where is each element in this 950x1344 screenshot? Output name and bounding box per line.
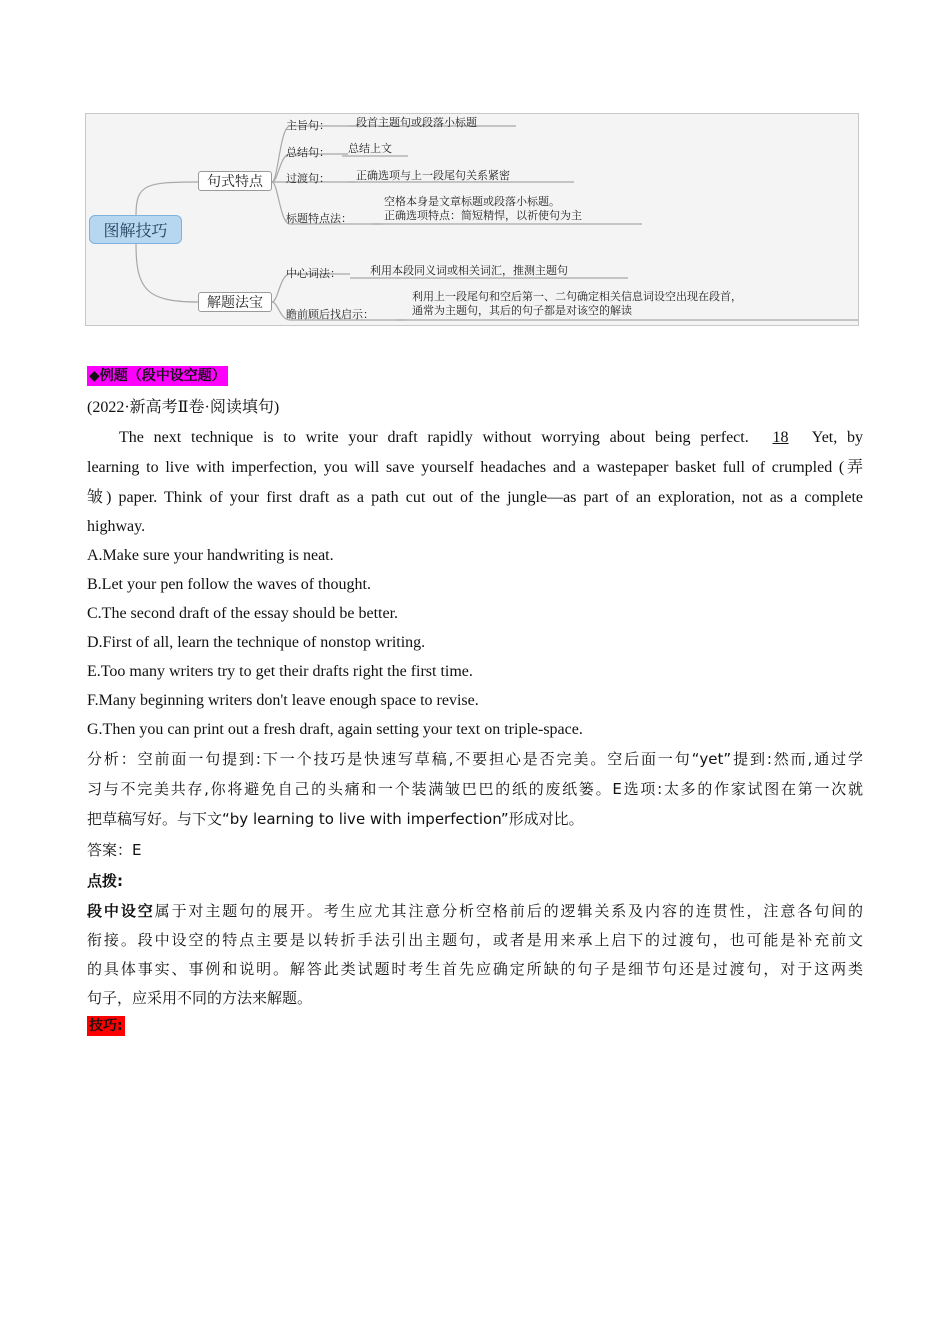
mm-key-transition-sentence: 过渡句：	[286, 172, 330, 185]
analysis-line-2: 习与不完美共存,你将避免自己的头痛和一个装满皱巴巴的纸的废纸篓。E选项:太多的作家试图在第一次就	[87, 780, 863, 798]
tip-line-1-text: 属于对主题句的展开。考生应尤其注意分析空格前后的逻辑关系及内容的连贯性，注意各句间的	[154, 902, 863, 920]
mm-value-summary-sentence: 总结上文	[348, 142, 392, 155]
mm-value-topic-sentence: 段首主题句或段落小标题	[356, 116, 477, 129]
mm-value-title-feature-2: 正确选项特点：简短精悍，以祈使句为主	[384, 209, 582, 222]
mm-value-look-around-2: 通常为主题句，其后的句子都是对该空的解读	[412, 304, 632, 317]
passage-line-1-a: The next technique is to write your draft rapidly without worrying about being perfect.	[119, 429, 749, 446]
tip-line-1	[87, 897, 863, 926]
mm-value-look-around-1: 利用上一段尾句和空后第一、二句确定相关信息词设空出现在段首，	[412, 290, 742, 303]
tip-line-2: 衔接。段中设空的特点主要是以转折手法引出主题句，或者是用来承上启下的过渡句，也可能是补充前文	[87, 931, 863, 949]
option-g: G.Then you can print out a fresh draft, again setting your text on triple-space.	[87, 721, 583, 738]
option-d: D.First of all, learn the technique of nonstop writing.	[87, 634, 426, 651]
mm-key-summary-sentence: 总结句：	[286, 146, 330, 159]
mm-key-look-around: 瞻前顾后找启示：	[286, 308, 374, 321]
passage-line-4: highway.	[87, 518, 146, 535]
option-b: B.Let your pen follow the waves of thought.	[87, 576, 371, 593]
analysis-line-1: 分析：空前面一句提到:下一个技巧是快速写草稿,不要担心是否完美。空后面一句“yet”提到:然而,通过学	[87, 750, 863, 768]
tip-lead: 段中设空	[87, 902, 155, 920]
mm-value-keyword-method: 利用本段同义词或相关词汇，推测主题句	[370, 264, 568, 277]
connector-branch1	[136, 182, 198, 215]
mind-map-branch-solving-tips: 解题法宝	[198, 292, 272, 312]
analysis-line-3: 把草稿写好。与下文“by learning to live with imperfection”形成对比。	[87, 810, 584, 828]
mm-key-title-feature: 标题特点法：	[286, 212, 352, 225]
answer: 答案：E	[87, 841, 142, 859]
example-heading: ◆例题（段中设空题）	[89, 368, 226, 384]
example-source: (2022·新高考Ⅱ卷·阅读填句)	[87, 399, 280, 416]
mm-key-keyword-method: 中心词法：	[286, 267, 341, 280]
mind-map-root: 图解技巧	[89, 215, 182, 244]
skill-label: 技巧:	[89, 1018, 123, 1034]
mm-value-title-feature-1: 空格本身是文章标题或段落小标题。	[384, 195, 560, 208]
option-a: A.Make sure your handwriting is neat.	[87, 547, 334, 564]
passage-blank: 18	[772, 429, 789, 446]
option-e: E.Too many writers try to get their drafts right the first time.	[87, 663, 473, 680]
passage-line-2: learning to live with imperfection, you will save yourself headaches and a wastepaper basket full of crumpled (弄	[87, 459, 863, 476]
tip-line-4: 句子，应采用不同的方法来解题。	[87, 989, 313, 1007]
passage-line-1	[87, 423, 863, 452]
mm-value-transition-sentence: 正确选项与上一段尾句关系紧密	[356, 169, 510, 182]
option-f: F.Many beginning writers don't leave enough space to revise.	[87, 692, 479, 709]
passage-line-1-b: Yet, by	[811, 429, 864, 446]
tip-line-3: 的具体事实、事例和说明。解答此类试题时考生首先应确定所缺的句子是细节句还是过渡句，对于这两类	[87, 960, 863, 978]
mm-key-topic-sentence: 主旨句：	[286, 119, 330, 132]
tip-title: 点拨:	[87, 872, 123, 890]
mind-map-branch-sentence-features: 句式特点	[198, 171, 272, 191]
option-c: C.The second draft of the essay should be better.	[87, 605, 399, 622]
connector-branch2	[136, 244, 198, 302]
passage-line-3: 皱) paper. Think of your first draft as a path cut out of the jungle—as part of an exploration, not as a complete	[87, 489, 863, 506]
mind-map	[85, 113, 859, 326]
